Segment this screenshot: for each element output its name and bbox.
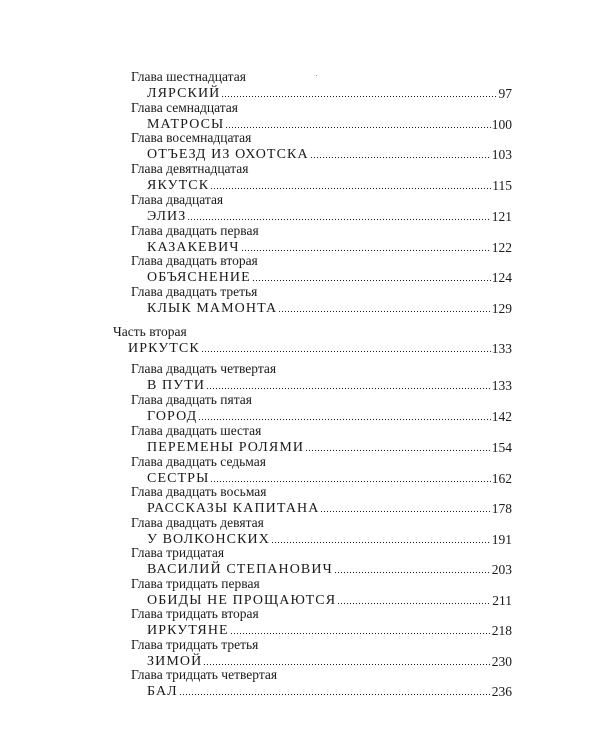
- chapter-title: ЭЛИЗ: [147, 209, 187, 224]
- chapter-title: ИРКУТЯНЕ: [147, 623, 229, 638]
- toc-entry: [0, 392, 600, 426]
- dot-leader: [252, 279, 491, 282]
- part-title: ИРКУТСК: [128, 341, 200, 356]
- dot-leader: [179, 693, 491, 696]
- chapter-label: Глава двадцать седьмая: [131, 454, 266, 469]
- page-number: 211: [492, 593, 512, 608]
- page-number: 121: [491, 209, 512, 224]
- chapter-label: Глава двадцать шестая: [131, 423, 262, 438]
- page-number: 178: [491, 501, 512, 516]
- page-number: 97: [498, 86, 512, 101]
- chapter-label: Глава тридцать вторая: [131, 606, 259, 621]
- dot-leader: [221, 95, 497, 98]
- part-label: Часть вторая: [113, 324, 187, 339]
- page-number: 103: [491, 147, 512, 162]
- dot-leader: [201, 350, 491, 353]
- chapter-title: РАССКАЗЫ КАПИТАНА: [147, 501, 320, 516]
- page-number: 133: [491, 341, 512, 356]
- toc-row: [128, 340, 512, 357]
- toc-entry: [0, 637, 600, 671]
- dot-leader: [225, 126, 490, 129]
- toc-entry: [0, 284, 600, 318]
- chapter-label: Глава девятнадцатая: [131, 161, 249, 176]
- toc-entry: [0, 545, 600, 579]
- dot-leader: [210, 187, 491, 190]
- page-number: 122: [491, 240, 512, 255]
- dot-leader: [305, 449, 491, 452]
- chapter-title: ПЕРЕМЕНЫ РОЛЯМИ: [147, 440, 305, 455]
- page-number: 124: [491, 270, 512, 285]
- page-number: 230: [491, 654, 512, 669]
- dot-leader: [187, 218, 490, 221]
- chapter-label: Глава тридцатая: [131, 545, 225, 560]
- dot-leader: [198, 418, 490, 421]
- chapter-title: ЛЯРСКИЙ: [147, 86, 221, 101]
- toc-entry: [0, 667, 600, 701]
- dot-leader: [210, 480, 490, 483]
- dot-leader: [241, 249, 491, 252]
- toc-entry: [0, 606, 600, 640]
- toc-part-entry: [0, 324, 600, 358]
- chapter-title: БАЛ: [147, 684, 178, 699]
- page-number: 154: [491, 440, 512, 455]
- dot-leader: [278, 310, 490, 313]
- dot-leader: [334, 571, 491, 574]
- chapter-title: В ПУТИ: [147, 378, 206, 393]
- chapter-title: ОТЪЕЗД ИЗ ОХОТСКА: [147, 147, 309, 162]
- chapter-label: Глава тридцать четвертая: [131, 667, 278, 682]
- page-number: 129: [491, 301, 512, 316]
- dot-leader: [337, 602, 491, 605]
- chapter-label: Глава двадцать вторая: [131, 253, 258, 268]
- page-number: 218: [491, 623, 512, 638]
- toc-entry: [0, 423, 600, 457]
- dot-leader: [271, 541, 491, 544]
- chapter-title: КЛЫК МАМОНТА: [147, 301, 278, 316]
- page-number: 115: [492, 178, 512, 193]
- dot-leader: [203, 663, 490, 666]
- toc-entry: [0, 130, 600, 164]
- dot-leader: [310, 156, 491, 159]
- chapter-title: У ВОЛКОНСКИХ: [147, 532, 270, 547]
- chapter-title: МАТРОСЫ: [147, 117, 225, 132]
- chapter-label: Глава двадцать девятая: [131, 515, 264, 530]
- chapter-title: ЯКУТСК: [147, 178, 210, 193]
- toc-entry: [0, 69, 600, 103]
- chapter-label: Глава двадцать четвертая: [131, 361, 277, 376]
- toc-row: [147, 300, 512, 317]
- toc-entry: [0, 223, 600, 257]
- chapter-title: СЕСТРЫ: [147, 471, 210, 486]
- toc-entry: [0, 192, 600, 226]
- chapter-label: Глава двадцать первая: [131, 223, 259, 238]
- chapter-title: ОБЪЯСНЕНИЕ: [147, 270, 251, 285]
- chapter-label: Глава семнадцатая: [131, 100, 238, 115]
- page-number: 133: [491, 378, 512, 393]
- dot-leader: [320, 510, 490, 513]
- chapter-label: Глава двадцатая: [131, 192, 224, 207]
- page-number: 100: [491, 117, 512, 132]
- toc-entry: [0, 515, 600, 549]
- chapter-title: ЗИМОЙ: [147, 654, 203, 669]
- toc-entry: [0, 161, 600, 195]
- page-number: 236: [491, 684, 512, 699]
- toc-entry: [0, 361, 600, 395]
- toc-entry: [0, 454, 600, 488]
- chapter-title: ОБИДЫ НЕ ПРОЩАЮТСЯ: [147, 593, 337, 608]
- chapter-label: Глава тридцать третья: [131, 637, 259, 652]
- chapter-label: Глава тридцать первая: [131, 576, 260, 591]
- chapter-title: ВАСИЛИЙ СТЕПАНОВИЧ: [147, 562, 333, 577]
- toc-row: [147, 683, 512, 700]
- chapter-label: Глава двадцать пятая: [131, 392, 253, 407]
- chapter-label: Глава восемнадцатая: [131, 130, 252, 145]
- toc-entry: [0, 100, 600, 134]
- chapter-title: КАЗАКЕВИЧ: [147, 240, 240, 255]
- page-number: 162: [491, 471, 512, 486]
- chapter-label: Глава двадцать третья: [131, 284, 258, 299]
- page-number: 203: [491, 562, 512, 577]
- dot-leader: [230, 632, 491, 635]
- dot-leader: [206, 387, 491, 390]
- page-number: 191: [491, 532, 512, 547]
- toc-entry: [0, 576, 600, 610]
- page-number: 142: [491, 409, 512, 424]
- chapter-label: Глава шестнадцатая: [131, 69, 246, 84]
- chapter-title: ГОРОД: [147, 409, 198, 424]
- chapter-label: Глава двадцать восьмая: [131, 484, 267, 499]
- toc-entry: [0, 484, 600, 518]
- toc-entry: [0, 253, 600, 287]
